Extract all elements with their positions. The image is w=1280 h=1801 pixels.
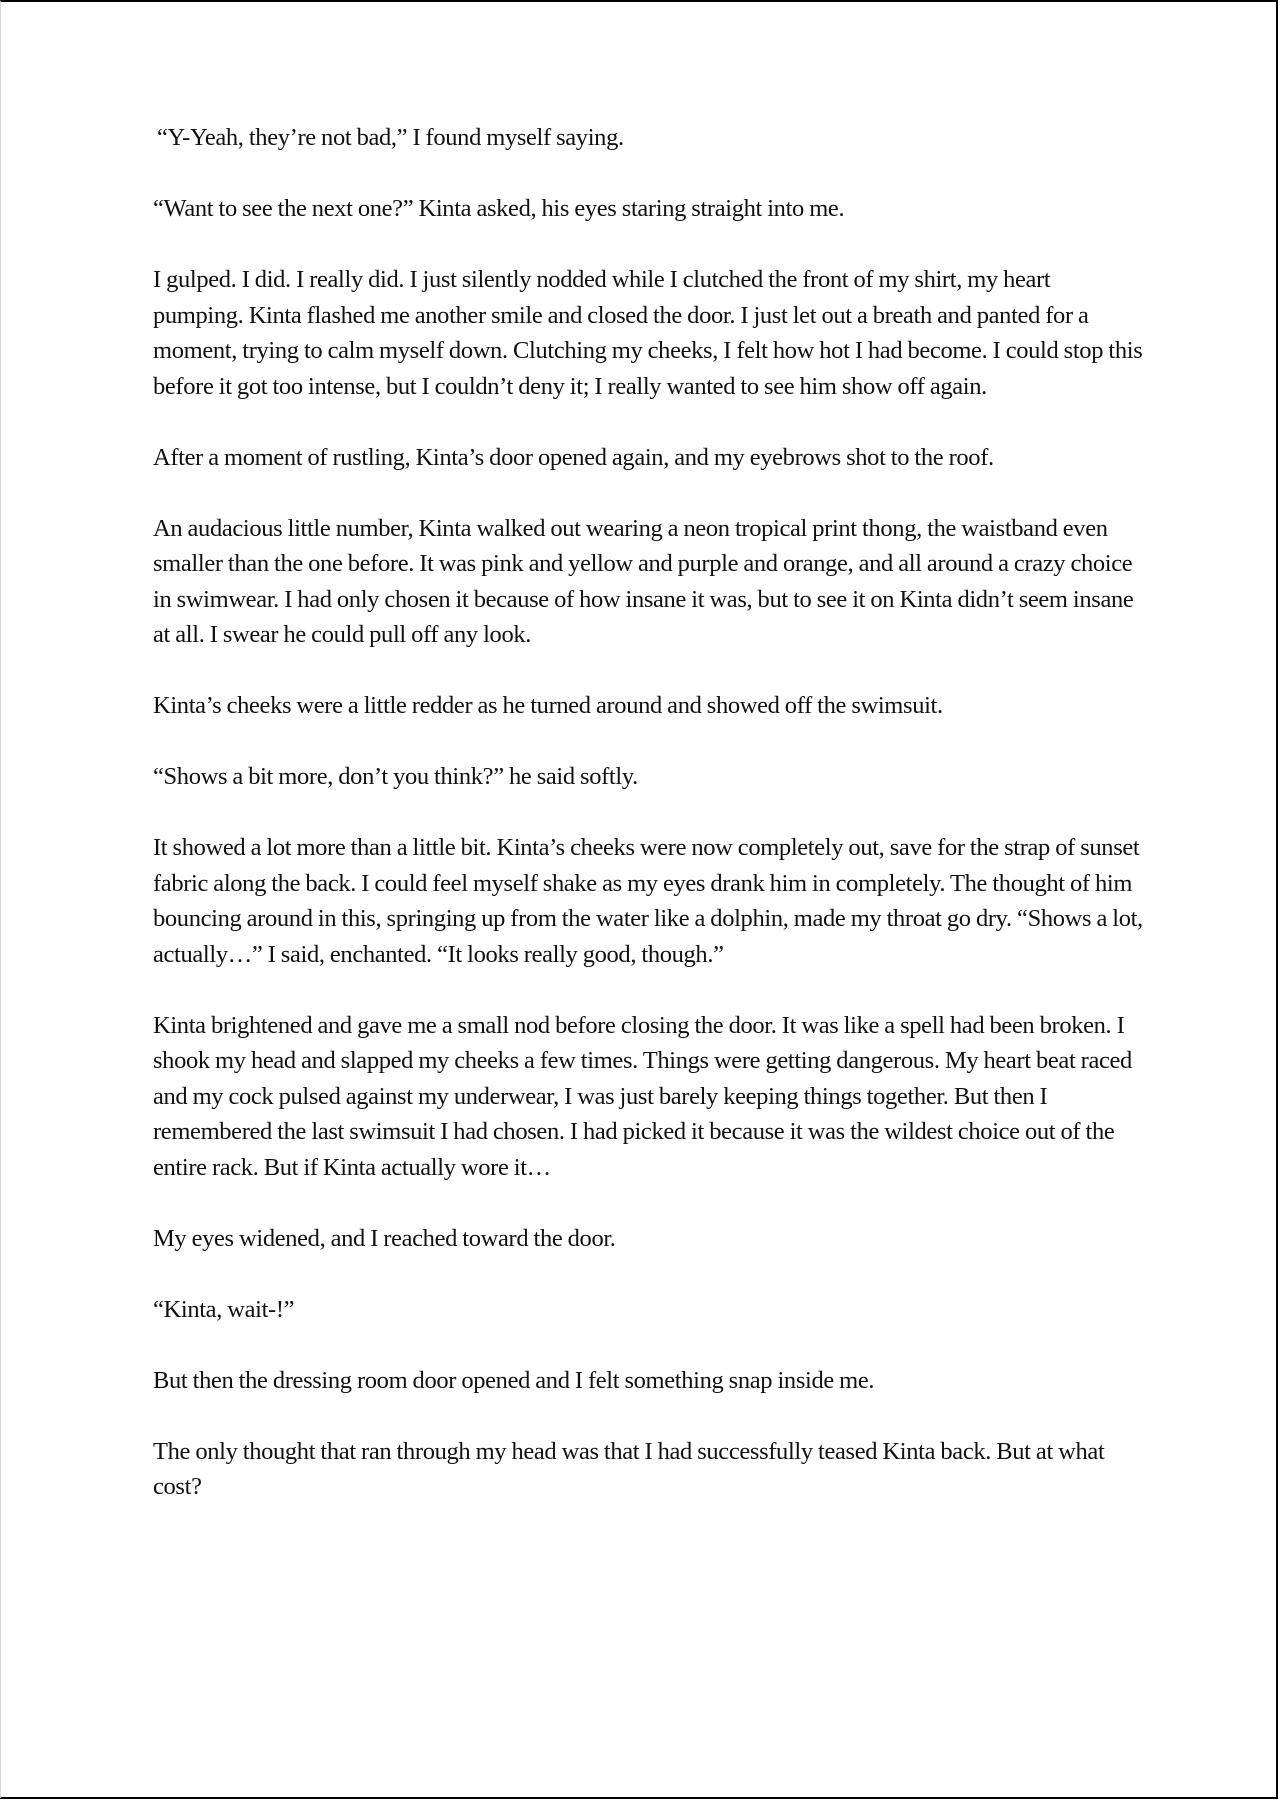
paragraph-3: I gulped. I did. I really did. I just silently nodded while I clutched the front of my shirt, my heart pumping. Kinta flashed me another smile and closed the door. I just let out a breath and panted for a moment, trying to calm myself down. Clutching my cheeks, I felt how hot I had become. I could stop this before it got too intense, but I couldn’t deny it; I really wanted to see him show off again. (153, 266, 1143, 400)
paragraph-13: The only thought that ran through my head was that I had successfully teased Kinta back. But at what cost? (153, 1437, 1105, 1500)
paragraph-8: It showed a lot more than a little bit. Kinta’s cheeks were now completely out, save for the strap of sunset fabric along the back. I could feel myself shake as my eyes drank him in completely. The thought of him bouncing around in this, springing up from the water like a dolphin, made my throat go dry. “Shows a lot, actually…” I said, enchanted. “It looks really good, though.” (153, 834, 1143, 968)
paragraph-9: Kinta brightened and gave me a small nod before closing the door. It was like a spell had been broken. I shook my head and slapped my cheeks a few times. Things were getting dangerous. My heart beat raced and my cock pulsed against my underwear, I was just barely keeping things together. But then I remembered the last swimsuit I had chosen. I had picked it because it was the wildest choice out of the entire rack. But if Kinta actually wore it… (153, 1011, 1132, 1181)
paragraph-4: After a moment of rustling, Kinta’s door opened again, and my eyebrows shot to the roof. (153, 443, 994, 471)
document-body (153, 120, 1143, 1540)
paragraph-11: “Kinta, wait-!” (153, 1295, 295, 1323)
paragraph-12: But then the dressing room door opened and I felt something snap inside me. (153, 1366, 875, 1394)
paragraph-5: An audacious little number, Kinta walked out wearing a neon tropical print thong, the waistband even smaller than the one before. It was pink and yellow and purple and orange, and all around a crazy choice in swimwear. I had only chosen it because of how insane it was, but to see it on Kinta didn’t seem insane at all. I swear he could pull off any look. (153, 514, 1134, 648)
paragraph-6: Kinta’s cheeks were a little redder as he turned around and showed off the swimsuit. (153, 692, 943, 719)
paragraph-7: “Shows a bit more, don’t you think?” he said softly. (153, 763, 638, 790)
paragraph-10: My eyes widened, and I reached toward the door. (153, 1224, 616, 1252)
paragraph-1: “Y-Yeah, they’re not bad,” I found myself saying. (157, 124, 624, 151)
paragraph-2: “Want to see the next one?” Kinta asked, his eyes staring straight into me. (153, 195, 845, 222)
